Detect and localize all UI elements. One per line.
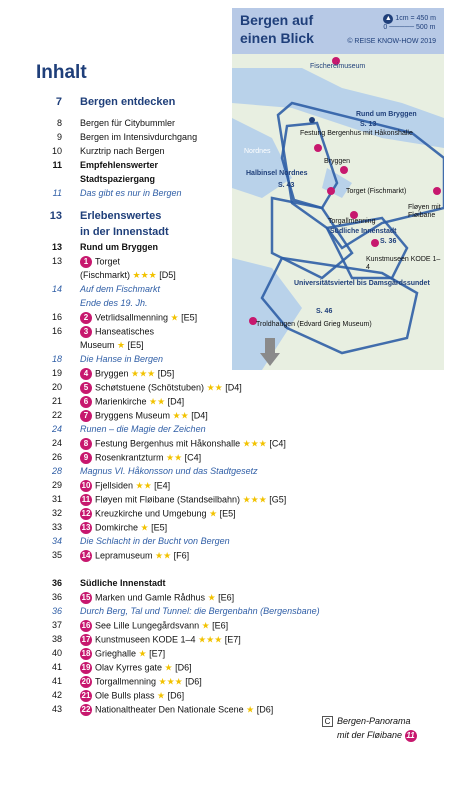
toc-page-number: 36 xyxy=(51,606,62,616)
map-grid-ref: [D6] xyxy=(172,662,192,673)
toc-page-number: 16 xyxy=(51,326,62,336)
toc-page-number: 36 xyxy=(51,578,62,588)
toc-page-number: 11 xyxy=(52,160,62,170)
map-grid-ref: [D4] xyxy=(188,410,208,421)
toc-title: Ende des 19. Jh. xyxy=(80,298,148,308)
toc-page-number: 38 xyxy=(51,634,62,644)
map-grid-ref: [E4] xyxy=(151,480,171,491)
toc-title: 18 Grieghalle ★ [E7] xyxy=(81,648,166,659)
map-grid-ref: [C4] xyxy=(182,452,202,463)
rating-stars: ★★★ xyxy=(195,634,223,645)
toc-page-number: 8 xyxy=(56,118,62,128)
toc-page-number: 36 xyxy=(51,592,62,602)
poi-number-badge: 18 xyxy=(81,649,91,658)
side-note xyxy=(322,714,420,742)
map-label: Kunstmuseen KODE 1–4 xyxy=(366,256,441,271)
poi-number-badge: 21 xyxy=(81,691,91,700)
map-scale: ▲ 1cm = 450 m 0 ───── 500 m xyxy=(383,15,436,31)
toc-title: Stadtspaziergang xyxy=(80,174,156,184)
poi-number-badge: 3 xyxy=(80,326,92,338)
rating-stars: ★ xyxy=(243,704,255,715)
toc-page-number: 19 xyxy=(51,368,62,378)
map-label: S. 46 xyxy=(316,308,333,315)
map-label: Torgallmenning xyxy=(328,218,376,225)
map-grid-ref: [C4] xyxy=(266,438,286,449)
poi-number-badge: 10 xyxy=(81,481,91,490)
toc-title: Die Schlacht in der Bucht von Bergen xyxy=(80,536,230,546)
rating-stars: ★★★ xyxy=(240,438,267,449)
poi-number-badge: 2 xyxy=(80,312,92,324)
rating-stars: ★ xyxy=(206,508,218,519)
toc-title: 4 Bryggen ★★★ [D5] xyxy=(80,368,174,380)
map-grid-ref: [G5] xyxy=(266,494,287,505)
rating-stars: ★ xyxy=(168,312,179,323)
poi-number-badge: 19 xyxy=(81,663,91,672)
rating-stars: ★★★ xyxy=(156,676,183,687)
map-label: Nordnes xyxy=(244,148,271,155)
toc-page-number: 41 xyxy=(51,662,62,672)
map-label: Bryggen xyxy=(324,158,351,165)
toc-title: Bergen für Citybummler xyxy=(80,118,176,128)
poi-number-badge: 5 xyxy=(80,382,92,394)
poi-number-badge: 17 xyxy=(81,635,91,644)
toc-title: 2 Vetrlidsallmenning ★ [E5] xyxy=(80,312,197,324)
toc-title: Empfehlenswerter xyxy=(80,160,159,170)
map-grid-ref: [E5] xyxy=(148,522,168,533)
toc-page-number: 13 xyxy=(51,256,62,266)
toc-page-number: 9 xyxy=(56,132,62,142)
toc-title: 10 Fjellsiden ★★ [E4] xyxy=(81,480,171,491)
map-title-line2: einen Blick xyxy=(240,30,314,46)
poi-number-badge: 16 xyxy=(81,621,91,630)
side-note-badge: 11 xyxy=(406,730,415,740)
toc-title: Das gibt es nur in Bergen xyxy=(80,188,182,198)
toc-page-number: 13 xyxy=(51,242,62,252)
map-label: Südliche Innenstadt xyxy=(330,228,397,235)
rating-stars: ★ xyxy=(199,620,210,631)
toc-title: Museum ★ [E5] xyxy=(80,340,144,350)
toc-title: 14 Lepramuseum ★★ [F6] xyxy=(81,550,190,561)
toc-title: 16 See Lille Lungegårdsvann ★ [E6] xyxy=(81,620,229,631)
overview-map xyxy=(232,8,444,370)
map-grid-ref: [E5] xyxy=(217,508,236,519)
toc-title: Kurztrip nach Bergen xyxy=(80,146,165,156)
toc-page-number: 13 xyxy=(49,210,62,222)
toc-title: 9 Rosenkrantzturm ★★ [C4] xyxy=(80,452,201,464)
poi-number-badge: 9 xyxy=(80,452,92,464)
toc-title: Bergen entdecken xyxy=(80,96,176,108)
toc-page-number: 14 xyxy=(51,284,62,294)
poi-number-badge: 6 xyxy=(80,396,92,408)
poi-number-badge: 8 xyxy=(80,438,92,450)
map-grid-ref: [E6] xyxy=(209,620,229,631)
poi-number-badge: 12 xyxy=(81,509,91,518)
rating-stars: ★ xyxy=(114,340,126,350)
map-grid-ref: [D5] xyxy=(155,368,175,379)
map-grid-ref: [E5] xyxy=(125,340,144,350)
toc-title: Bergen im Intensivdurchgang xyxy=(80,132,198,142)
poi-number-badge: 7 xyxy=(80,410,92,422)
side-note-key: C xyxy=(322,716,333,727)
toc-title: 21 Ole Bulls plass ★ [D6] xyxy=(81,690,185,701)
toc-title: 1 Torget xyxy=(80,256,120,268)
toc-title: 6 Marienkirche ★★ [D4] xyxy=(80,396,184,408)
poi-number-badge: 4 xyxy=(80,368,92,380)
map-grid-ref: [D6] xyxy=(254,704,274,715)
poi-number-badge: 22 xyxy=(81,705,91,714)
map-grid-ref: [E7] xyxy=(222,634,241,645)
side-note-line1: Bergen-Panorama xyxy=(337,716,411,726)
toc-page-number: 21 xyxy=(51,396,62,406)
rating-stars: ★ xyxy=(136,648,147,659)
rating-stars: ★ xyxy=(205,592,216,603)
toc-title: Südliche Innenstadt xyxy=(80,578,166,588)
map-grid-ref: [D5] xyxy=(156,270,176,280)
map-grid-ref: [E7] xyxy=(146,648,166,659)
toc-page-number: 43 xyxy=(51,704,62,714)
toc-title: 13 Domkirche ★ [E5] xyxy=(81,522,168,533)
toc-title: 15 Marken und Gamle Rådhus ★ [E6] xyxy=(81,592,235,603)
rating-stars: ★★ xyxy=(152,550,172,561)
toc-page-number: 10 xyxy=(51,146,62,156)
toc-page-number: 18 xyxy=(51,354,62,364)
rating-stars: ★ xyxy=(138,522,149,533)
toc-title: 7 Bryggens Museum ★★ [D4] xyxy=(80,410,208,422)
toc-page-number: 22 xyxy=(51,410,62,420)
toc-page-number: 40 xyxy=(51,648,62,658)
toc-title: 22 Nationaltheater Den Nationale Scene ★ [D6] xyxy=(81,704,274,715)
toc-page-number: 11 xyxy=(52,188,62,198)
toc-title: Die Hanse in Bergen xyxy=(80,354,164,364)
map-label: S. 36 xyxy=(380,238,397,245)
map-grid-ref: [E6] xyxy=(215,592,235,603)
poi-number-badge: 1 xyxy=(80,256,92,268)
toc-page-number: 24 xyxy=(51,424,62,434)
map-label: Rund um Bryggen xyxy=(356,111,417,118)
toc-title: Rund um Bryggen xyxy=(80,242,158,252)
contents-heading: Inhalt xyxy=(36,62,87,83)
toc-title: Magnus VI. Håkonsson und das Stadtgesetz xyxy=(80,466,258,476)
map-grid-ref: [D4] xyxy=(222,382,242,393)
toc-title: 3 Hanseatisches xyxy=(80,326,154,338)
toc-title: 11 Fløyen mit Fløibane (Standseilbahn) ★★★ [G5] xyxy=(81,494,287,505)
poi-number-badge: 14 xyxy=(81,551,91,560)
toc-title: Runen – die Magie der Zeichen xyxy=(80,424,206,434)
poi-number-badge: 15 xyxy=(81,593,91,602)
toc-page-number: 28 xyxy=(51,466,62,476)
rating-stars: ★★★ xyxy=(240,494,267,505)
toc-title: 19 Olav Kyrres gate ★ [D6] xyxy=(81,662,192,673)
map-grid-ref: [F6] xyxy=(171,550,190,561)
rating-stars: ★★ xyxy=(146,396,166,407)
toc-page-number: 37 xyxy=(51,620,62,630)
map-label: S. 43 xyxy=(278,182,295,189)
toc-page-number: 35 xyxy=(51,550,62,560)
toc-title: in der Innenstadt xyxy=(80,226,169,238)
map-label: Torget (Fischmarkt) xyxy=(346,188,407,195)
toc-page-number: 26 xyxy=(51,452,62,462)
map-copyright: © REISE KNOW-HOW 2019 xyxy=(347,38,436,45)
poi-number-badge: 13 xyxy=(81,523,91,532)
toc-page-number: 29 xyxy=(51,480,62,490)
toc-page-number: 32 xyxy=(51,508,62,518)
rating-stars: ★★★ xyxy=(128,368,156,379)
map-title-line1: Bergen auf xyxy=(240,12,314,28)
side-note-line2: mit der Fløibane xyxy=(337,730,403,740)
toc-title: 8 Festung Bergenhus mit Håkonshalle ★★★ [C4] xyxy=(80,438,286,450)
poi-number-badge: 11 xyxy=(81,495,91,504)
toc-page-number: 24 xyxy=(51,438,62,448)
map-grid-ref: [D4] xyxy=(165,396,185,407)
toc-page-number: 42 xyxy=(51,690,62,700)
toc-page-number: 20 xyxy=(51,382,62,392)
rating-stars: ★★ xyxy=(204,382,223,393)
map-label: S. 13 xyxy=(360,121,377,128)
toc-title: Erlebenswertes xyxy=(80,210,162,222)
poi-number-badge: 20 xyxy=(81,677,91,686)
toc-page-number: 31 xyxy=(51,494,62,504)
compass-icon: ▲ xyxy=(384,15,392,22)
map-grid-ref: [D6] xyxy=(182,676,202,687)
map-grid-ref: [E5] xyxy=(178,312,198,323)
toc-page-number: 33 xyxy=(51,522,62,532)
toc-title: Auf dem Fischmarkt xyxy=(80,284,161,294)
map-label: Halbinsel Nordnes xyxy=(246,170,308,177)
rating-stars: ★ xyxy=(154,690,166,701)
toc-title: 17 Kunstmuseen KODE 1–4 ★★★ [E7] xyxy=(81,634,241,645)
rating-stars: ★★ xyxy=(133,480,152,491)
map-label: Fløyen mit Fløibane xyxy=(408,204,441,219)
toc-title: Durch Berg, Tal und Tunnel: die Bergenbahn (Bergensbane) xyxy=(80,606,320,616)
toc-title: 20 Torgallmenning ★★★ [D6] xyxy=(81,676,202,687)
toc-page-number: 34 xyxy=(51,536,62,546)
map-label: Universitätsviertel bis Damsgårdssundet xyxy=(294,280,430,287)
toc-title: 12 Kreuzkirche und Umgebung ★ [E5] xyxy=(81,508,236,519)
toc-page-number: 7 xyxy=(55,96,62,108)
rating-stars: ★★★ xyxy=(130,270,157,280)
toc-page-number: 16 xyxy=(51,312,62,322)
rating-stars: ★ xyxy=(162,662,173,673)
map-title-box xyxy=(232,8,444,54)
rating-stars: ★★ xyxy=(163,452,183,463)
map-label: Troldhaugen (Edvard Grieg Museum) xyxy=(256,321,372,328)
map-label: Fischereimuseum xyxy=(310,63,366,70)
toc-title: (Fischmarkt) ★★★ [D5] xyxy=(80,270,176,280)
map-grid-ref: [D6] xyxy=(165,690,185,701)
toc-page-number: 41 xyxy=(51,676,62,686)
map-label: Festung Bergenhus mit Håkonshalle xyxy=(300,130,413,137)
toc-title: 5 Schøtstuene (Schötstuben) ★★ [D4] xyxy=(80,382,242,394)
rating-stars: ★★ xyxy=(170,410,189,421)
